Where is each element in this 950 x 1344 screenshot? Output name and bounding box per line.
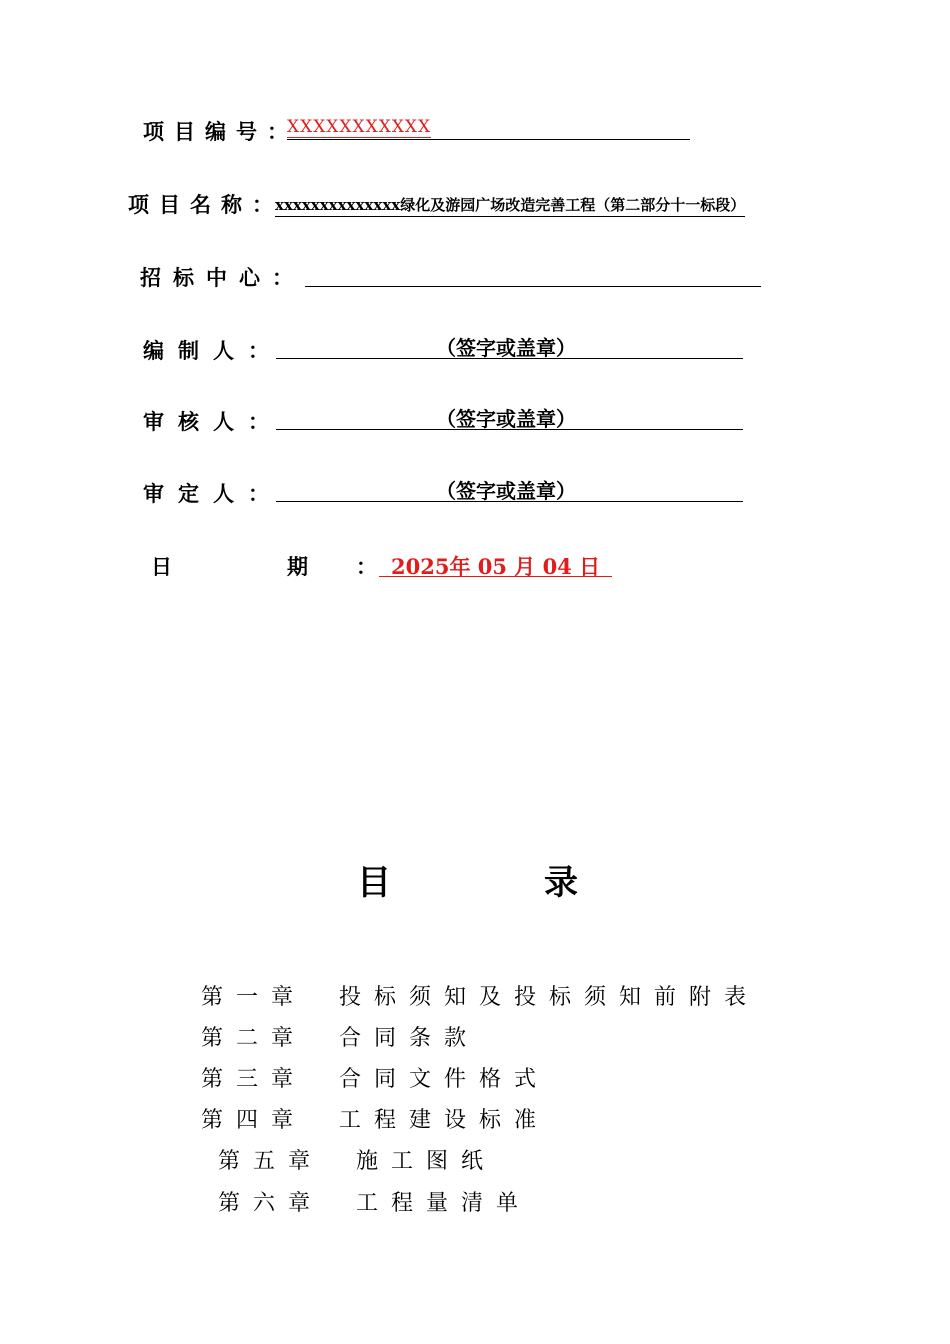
project-no-label: 项目编号： (143, 119, 298, 144)
reviewer-field[interactable] (276, 403, 743, 430)
toc-chapter-5-title: 施工图纸 (356, 1149, 497, 1174)
reviewer-sign-note: （签字或盖章） (436, 407, 576, 431)
date-value: 2025年 05 月 04 日 (391, 554, 601, 579)
tender-center-field[interactable] (305, 260, 761, 287)
project-no-value: XXXXXXXXXXX (287, 117, 432, 137)
tender-center-label: 招标中心： (140, 265, 305, 290)
toc-chapter-5-num: 第五章 (218, 1149, 324, 1174)
toc-title-char-2: 录 (544, 863, 578, 903)
project-name-value: xxxxxxxxxxxxxx绿化及游园广场改造完善工程（第二部分十一标段） (275, 194, 745, 217)
toc-chapter-3-num: 第三章 (201, 1067, 307, 1092)
toc-chapter-1-title: 投标须知及投标须知前附表 (339, 985, 760, 1010)
date-field[interactable] (379, 549, 612, 577)
toc-chapter-2-title: 合同条款 (339, 1026, 480, 1051)
date-label-2: 期 (287, 554, 308, 579)
toc-chapter-6-title: 工程量清单 (356, 1191, 532, 1216)
approver-label: 审定人： (143, 481, 283, 506)
approver-sign-note: （签字或盖章） (436, 479, 576, 503)
toc-chapter-2-num: 第二章 (201, 1026, 307, 1051)
toc-chapter-1-num: 第一章 (201, 985, 307, 1010)
compiler-field[interactable] (276, 332, 743, 359)
toc-chapter-6-num: 第六章 (218, 1191, 324, 1216)
project-no-field[interactable] (287, 117, 690, 140)
approver-field[interactable] (276, 475, 743, 502)
toc-chapter-4-title: 工程建设标准 (339, 1108, 550, 1133)
date-label-1: 日 (151, 554, 172, 579)
toc-chapter-3-title: 合同文件格式 (339, 1067, 550, 1092)
compiler-label: 编制人： (143, 338, 283, 363)
date-colon: ： (356, 554, 377, 579)
project-name-label: 项目名称： (128, 192, 283, 217)
toc-title-char-1: 目 (357, 863, 391, 903)
toc-chapter-4-num: 第四章 (201, 1108, 307, 1133)
reviewer-label: 审核人： (143, 409, 283, 434)
compiler-sign-note: （签字或盖章） (436, 336, 576, 360)
